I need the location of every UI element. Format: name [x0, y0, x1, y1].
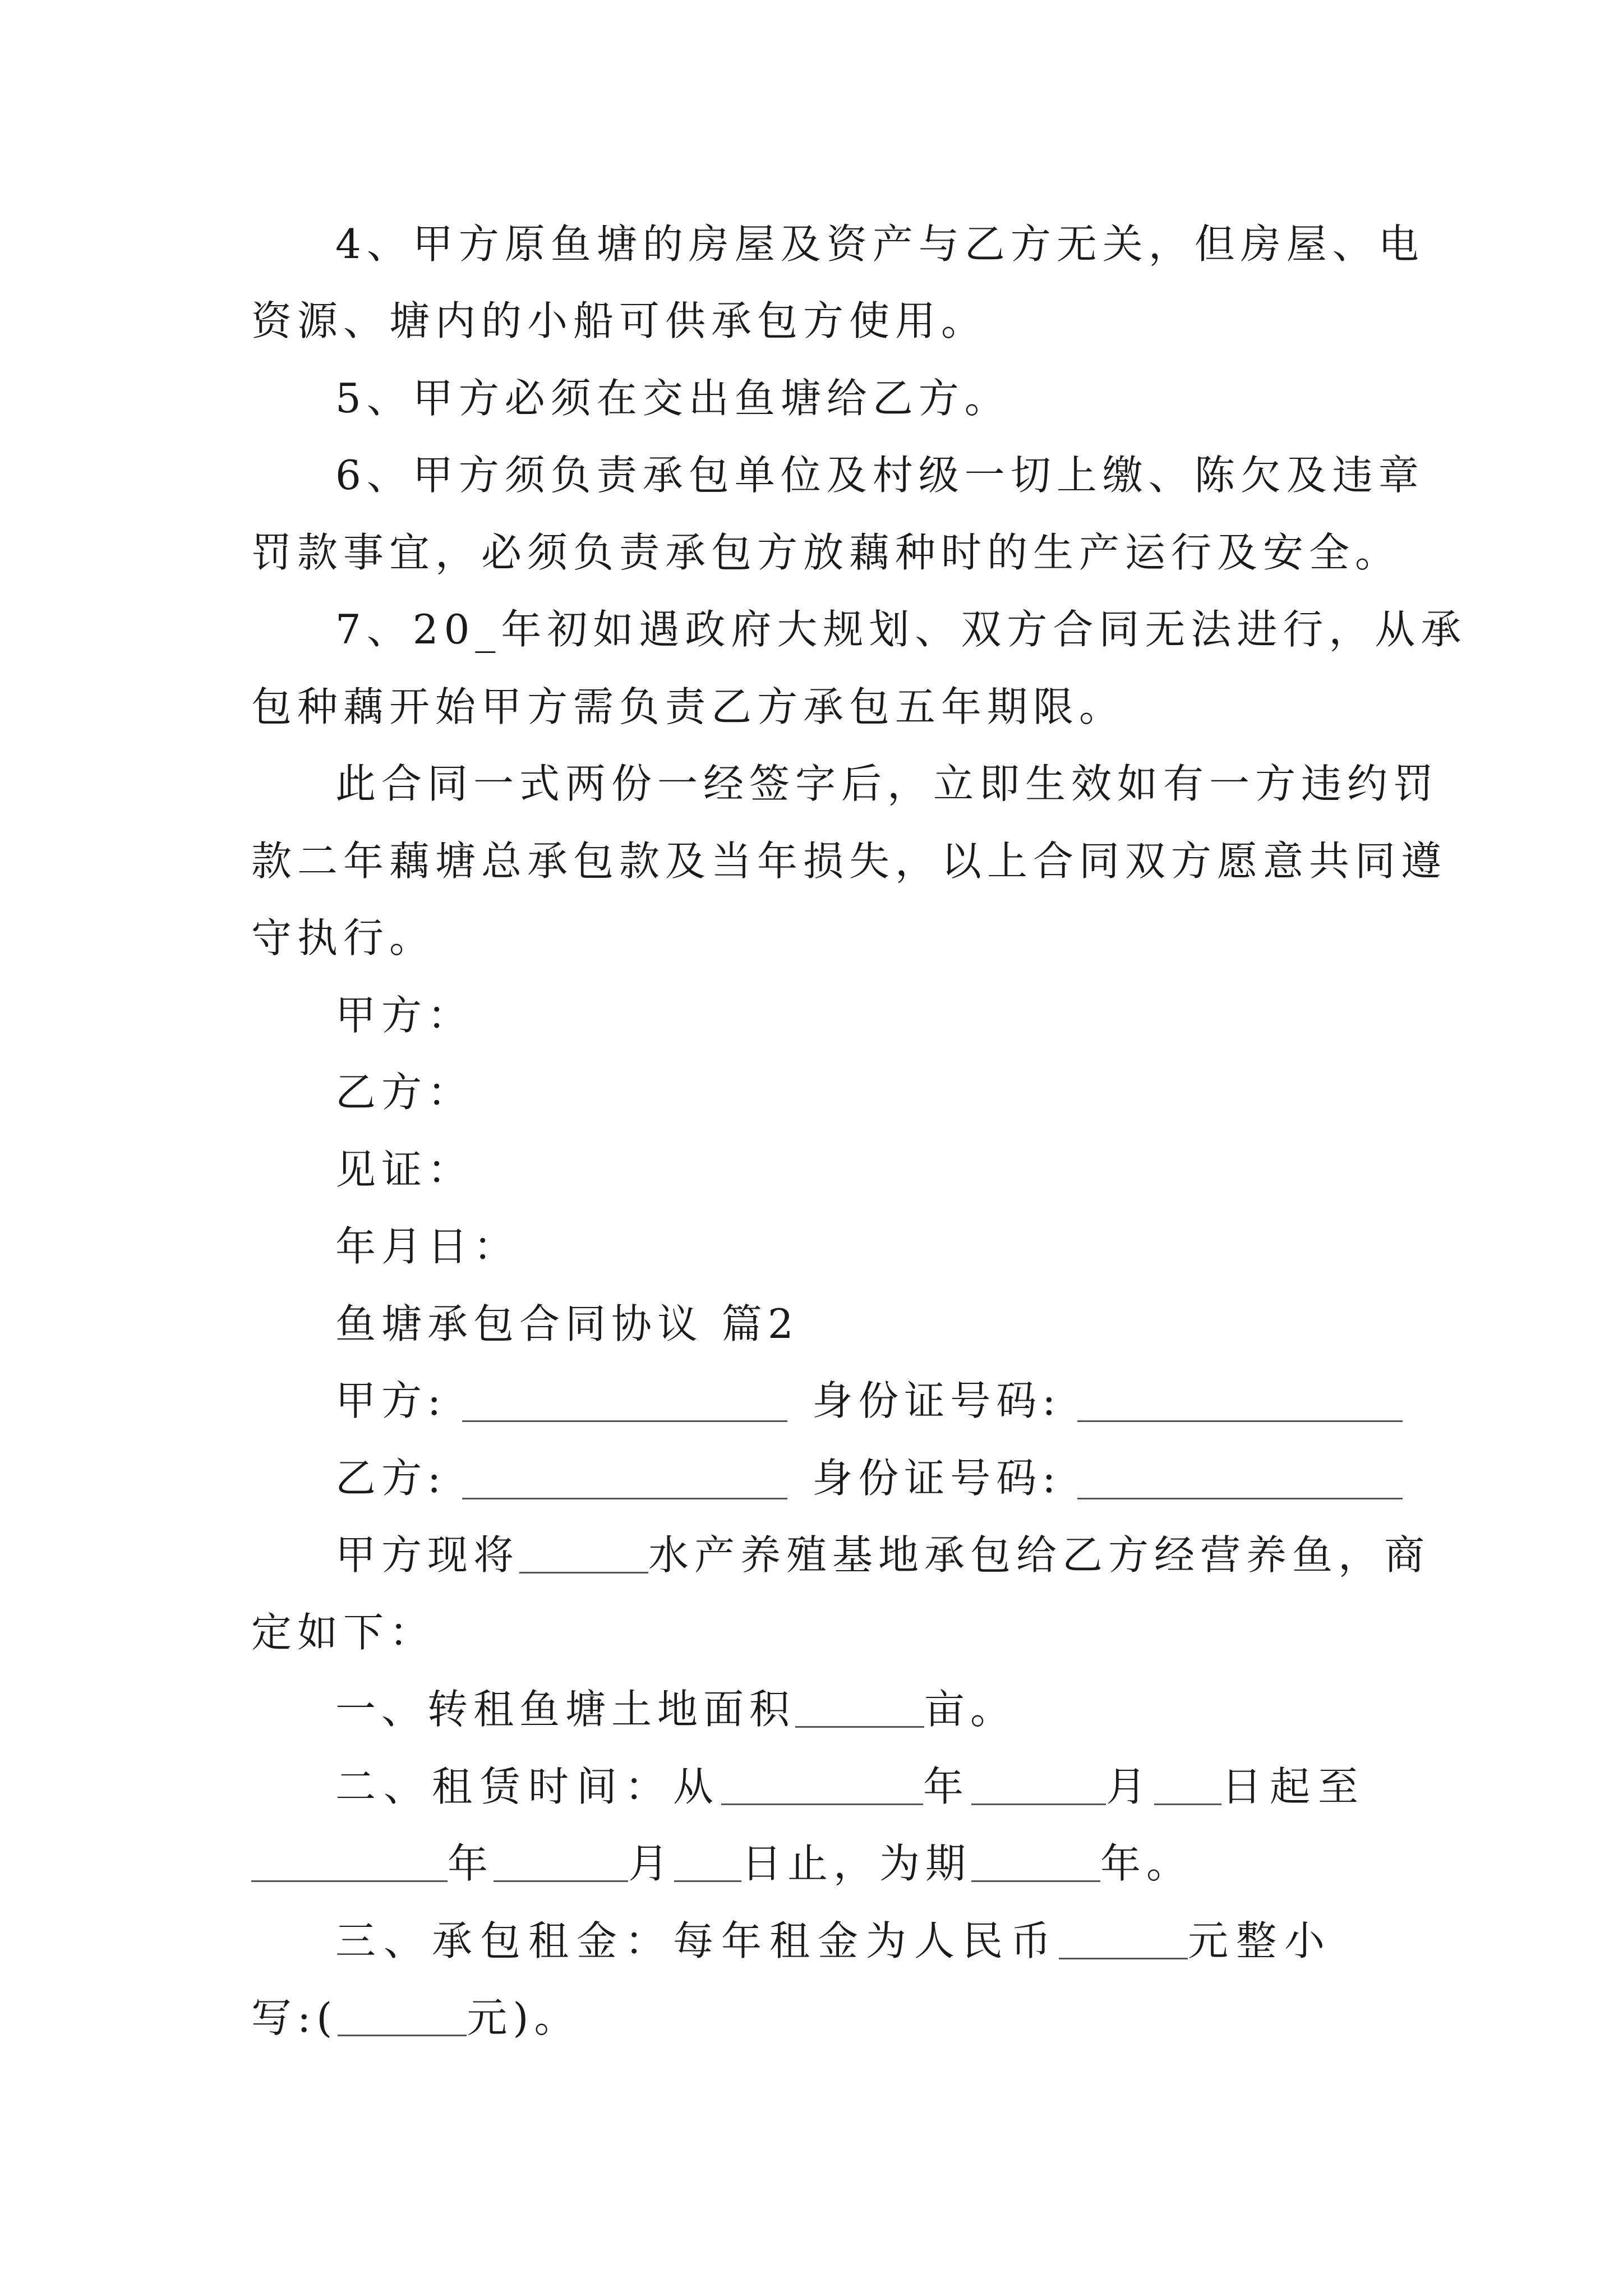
item-2-text-a: 二、租赁时间：从	[335, 1763, 722, 1810]
clause-5: 5、甲方必须在交出鱼塘给乙方。	[335, 375, 1011, 422]
item-1-text-a: 一、转租鱼塘土地面积	[335, 1686, 796, 1733]
intro-line-1	[335, 1527, 1430, 1583]
item-2-month: 月	[1106, 1763, 1155, 1810]
item-2-line-1	[335, 1759, 1366, 1815]
item-3-line-1	[335, 1913, 1332, 1969]
sig-a-label: 甲方:	[335, 1377, 447, 1424]
closing-line-1: 此合同一式两份一经签字后，立即生效如有一方违约罚	[335, 760, 1440, 807]
item-2b-end: 年。	[1100, 1840, 1193, 1887]
item-1	[335, 1681, 1016, 1737]
sig-b-id-blank[interactable]	[1077, 1457, 1403, 1499]
closing-line-2: 款二年藕塘总承包款及当年损失，以上合同双方愿意共同遵	[251, 838, 1447, 885]
closing-line-3: 守执行。	[251, 914, 436, 961]
item-1-text-b: 亩。	[924, 1686, 1017, 1733]
end-month-blank[interactable]	[494, 1840, 628, 1882]
rent-amount-blank[interactable]	[1059, 1917, 1188, 1959]
clause-4-line-1: 4、甲方原鱼塘的房屋及资产与乙方无关，但房屋、电	[335, 220, 1424, 268]
end-day-blank[interactable]	[674, 1840, 741, 1882]
base-name-blank[interactable]	[519, 1531, 648, 1573]
term-years-blank[interactable]	[971, 1840, 1100, 1882]
item-2-line-2	[251, 1835, 1192, 1892]
party-b-label: 乙方：	[335, 1069, 474, 1116]
sig-b-label: 乙方:	[335, 1455, 447, 1502]
signature-row-a	[335, 1373, 1372, 1429]
sig-a-id-blank[interactable]	[1077, 1380, 1403, 1422]
sig-b-id-label: 身份证号码:	[812, 1455, 1062, 1502]
item-2b-year: 年	[448, 1840, 494, 1887]
item-2-day-to: 日起至	[1221, 1763, 1367, 1810]
clause-6-line-2: 罚款事宜，必须负责承包方放藕种时的生产运行及安全。	[251, 529, 1401, 576]
sig-a-id-label: 身份证号码:	[812, 1377, 1062, 1424]
clause-4-line-2: 资源、塘内的小船可供承包方使用。	[251, 297, 988, 344]
witness-label: 见证：	[335, 1146, 474, 1193]
sig-a-name-blank[interactable]	[462, 1380, 787, 1422]
rent-numeric-blank[interactable]	[338, 1994, 467, 2036]
item-3-text-a: 三、承包租金：每年租金为人民币	[335, 1917, 1059, 1964]
party-a-label: 甲方：	[335, 992, 474, 1039]
clause-7-line-1: 7、20_年初如遇政府大规划、双方合同无法进行，从承	[335, 606, 1467, 653]
intro-text-a: 甲方现将	[335, 1531, 520, 1579]
clause-6-line-1: 6、甲方须负责承包单位及村级一切上缴、陈欠及违章	[335, 452, 1424, 499]
end-year-blank[interactable]	[251, 1840, 448, 1882]
item-3-line-2	[251, 1990, 580, 2046]
intro-text-b: 水产养殖基地承包给乙方经营养鱼，商	[648, 1531, 1431, 1579]
intro-line-2: 定如下：	[251, 1609, 436, 1656]
clause-7-line-2: 包种藕开始甲方需负责乙方承包五年期限。	[251, 683, 1126, 730]
item-3-line-2-a: 写:(	[251, 1994, 338, 2041]
item-2-year: 年	[923, 1763, 972, 1810]
item-2b-day: 日止，为期	[741, 1840, 972, 1887]
start-year-blank[interactable]	[721, 1763, 923, 1805]
section-title: 鱼塘承包合同协议 篇2	[335, 1300, 799, 1347]
item-3-text-b: 元整小	[1188, 1917, 1333, 1964]
start-day-blank[interactable]	[1154, 1763, 1221, 1805]
area-blank[interactable]	[795, 1686, 924, 1728]
item-2b-month: 月	[628, 1840, 675, 1887]
start-month-blank[interactable]	[971, 1763, 1106, 1805]
sig-b-name-blank[interactable]	[462, 1457, 787, 1499]
signature-row-b	[335, 1450, 1372, 1506]
item-3-line-2-b: 元)。	[467, 1994, 580, 2041]
date-label: 年月日：	[335, 1223, 520, 1270]
